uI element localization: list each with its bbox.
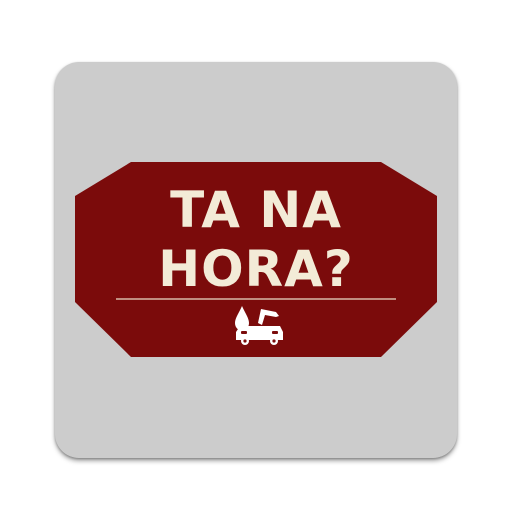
app-title-line-2: HORA? xyxy=(158,240,354,298)
app-title-line-1: TA NA xyxy=(170,181,342,239)
